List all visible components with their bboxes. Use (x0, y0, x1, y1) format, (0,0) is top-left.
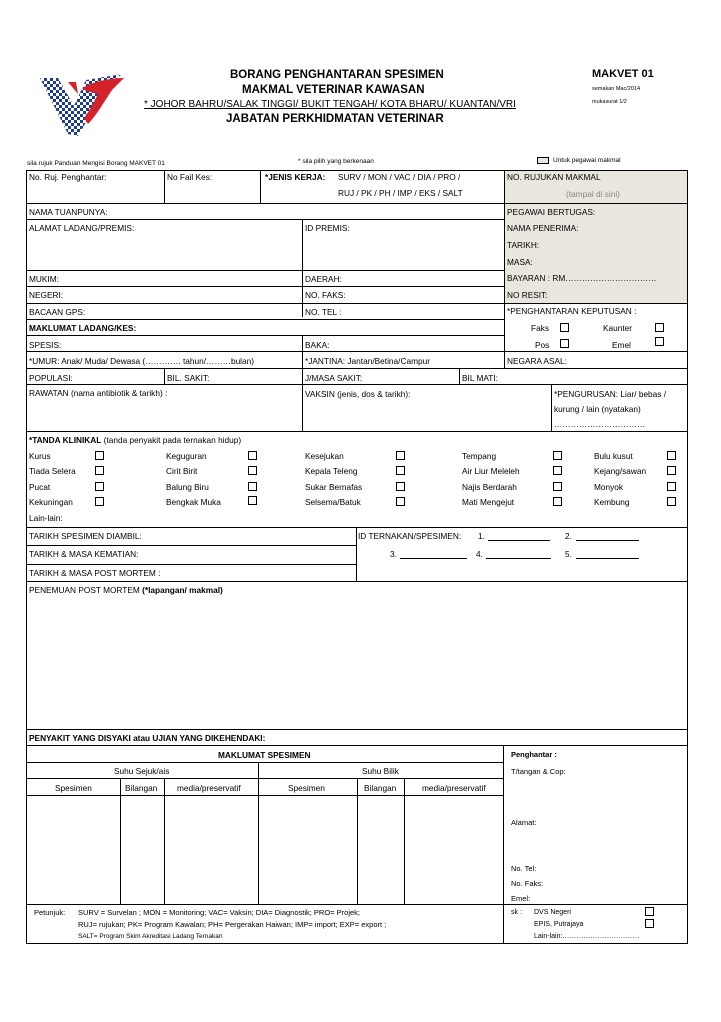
page-number: mukasurat 1/2 (592, 99, 627, 105)
cc-dvs-checkbox[interactable] (645, 907, 654, 916)
delivery-fax-label: Faks (531, 323, 549, 333)
address-field[interactable]: ALAMAT LADANG/PREMIS: (29, 223, 135, 233)
divider (164, 778, 165, 904)
form-border-right (687, 170, 688, 944)
work-type-options-2[interactable]: RUJ / PK / PH / IMP / EKS / SALT (338, 188, 463, 198)
animal-id-1-label: 1. (478, 531, 485, 541)
species-field[interactable]: SPESIS: (29, 340, 62, 350)
sign-label: Cirit Birit (166, 466, 198, 476)
gps-field[interactable]: BACAAN GPS: (29, 307, 86, 317)
sign-checkbox[interactable] (95, 466, 104, 475)
cc-others-field[interactable]: Lain-lain:…………………………… (534, 933, 640, 940)
column-header: Bilangan (364, 783, 397, 793)
divider (26, 270, 504, 271)
sender-title: Penghantar : (511, 750, 557, 759)
population-field[interactable]: POPULASI: (29, 373, 73, 383)
department-title: JABATAN PERKHIDMATAN VETERINAR (226, 113, 444, 125)
divider (551, 384, 552, 431)
lab-ref-field: NO. RUJUKAN MAKMAL (507, 172, 601, 182)
divider (260, 170, 261, 203)
animal-id-1-input[interactable] (488, 540, 550, 541)
divider (26, 762, 503, 763)
age-field[interactable]: *UMUR: Anak/ Muda/ Dewasa (…………. tahun/………bulan) (29, 356, 255, 366)
delivery-email-checkbox[interactable] (655, 337, 664, 346)
cc-label: sk : (511, 909, 522, 916)
lab-only-note: Untuk pegawai makmal (553, 157, 621, 164)
sign-checkbox[interactable] (248, 451, 257, 460)
receiver-field: NAMA PENERIMA: (507, 223, 579, 233)
divider (164, 368, 165, 384)
sender-email-field[interactable]: Emel: (511, 894, 531, 903)
divider (459, 368, 460, 384)
cc-epis-label: EPIS, Putrajaya (534, 921, 584, 928)
revision-note: semakan Mac/2014 (592, 86, 640, 92)
animal-id-2-label: 2. (565, 531, 572, 541)
divider (26, 795, 503, 796)
sign-checkbox[interactable] (396, 497, 405, 506)
suspected-disease-field[interactable] (29, 733, 265, 743)
lab-title: MAKMAL VETERINAR KAWASAN (242, 84, 425, 96)
divider (503, 745, 504, 943)
divider (26, 335, 504, 336)
sign-checkbox[interactable] (553, 451, 562, 460)
sign-checkbox[interactable] (95, 482, 104, 491)
form-border-bottom (26, 943, 688, 944)
cold-storage-header: Suhu Sejuk/ais (114, 766, 170, 776)
sign-label: Selsema/Batuk (305, 497, 361, 507)
mukim-field[interactable]: MUKIM: (29, 274, 59, 284)
other-signs-field[interactable]: Lain-lain: (29, 513, 63, 523)
divider (164, 170, 165, 203)
guide-note: sila rujuk Panduan Mengisi Borang MAKVET 01 (27, 160, 165, 167)
divider (302, 335, 303, 351)
sign-checkbox[interactable] (248, 496, 257, 505)
delivery-label: *PENGHANTARAN KEPUTUSAN : (507, 306, 637, 316)
postmortem-findings-note: (*lapangan/ makmal) (142, 585, 223, 595)
lab-locations: * JOHOR BAHRU/SALAK TINGGI/ BUKIT TENGAH/ KOTA BHARU/ KUANTAN/VRI (144, 99, 516, 110)
specimen-table-title: MAKLUMAT SPESIMEN (218, 750, 311, 760)
sign-checkbox[interactable] (248, 466, 257, 475)
animal-id-4-label: 4. (476, 549, 483, 559)
sex-field[interactable]: *JANTINA: Jantan/Betina/Campur (305, 356, 430, 366)
management-field[interactable]: *PENGURUSAN: Liar/ bebas / (554, 389, 667, 399)
farm-section-title: MAKLUMAT LADANG/KES: (29, 323, 137, 333)
animal-id-label: ID TERNAKAN/SPESIMEN: (358, 531, 462, 541)
sick-period-field[interactable]: J/MASA SAKIT: (305, 373, 363, 383)
animal-id-5-input[interactable] (576, 558, 639, 559)
sender-signature-field[interactable]: T/tangan & Cop: (511, 767, 566, 776)
sender-ref-field[interactable]: No. Ruj. Penghantar: (29, 172, 107, 182)
divider (26, 729, 688, 730)
divider (357, 778, 358, 904)
column-header: media/preservatif (422, 783, 486, 793)
animal-id-4-input[interactable] (486, 558, 551, 559)
form-border-top (26, 170, 688, 171)
sign-label: Bengkak Muka (166, 497, 221, 507)
divider (26, 527, 688, 528)
sign-checkbox[interactable] (553, 497, 562, 506)
sign-label: Pucat (29, 482, 51, 492)
sign-checkbox[interactable] (667, 451, 676, 460)
postmortem-date-field[interactable]: TARIKH & MASA POST MORTEM : (29, 568, 161, 578)
sign-label: Monyok (594, 482, 624, 492)
legend-line-1: SURV = Survelan ; MON = Monitoring; VAC= Vaksin; DIA= Diagnostik; PRO= Projek; (78, 908, 360, 917)
collection-date-field[interactable]: TARIKH SPESIMEN DIAMBIL: (29, 531, 142, 541)
fax-field[interactable]: NO. FAKS: (305, 290, 346, 300)
vaccine-field[interactable]: VAKSIN (jenis, dos & tarikh): (305, 389, 411, 399)
divider (26, 303, 688, 304)
divider (26, 564, 356, 565)
sender-address-field[interactable]: Alamat: (511, 818, 537, 827)
divider (26, 904, 688, 905)
divider (26, 351, 688, 352)
delivery-counter-checkbox[interactable] (655, 323, 664, 332)
sign-label: Tiada Selera (29, 466, 76, 476)
requested-test-label: atau UJIAN YANG DIKEHENDAKI: (133, 733, 266, 743)
payment-field: BAYARAN : RM…………………………… (507, 273, 657, 283)
divider (26, 745, 688, 746)
sign-checkbox[interactable] (667, 482, 676, 491)
sign-label: Mati Mengejut (462, 497, 515, 507)
legend-line-2: RUJ= rujukan; PK= Program Kawalan; PH= Pergerakan Haiwan; IMP= import; EXP= export ; (78, 920, 387, 929)
sign-label: Sukar Bernafas (305, 482, 363, 492)
postmortem-findings-field[interactable] (29, 585, 223, 595)
owner-name-field[interactable]: NAMA TUANPUNYA: (29, 207, 108, 217)
sign-label: Kejang/sawan (594, 466, 647, 476)
divider (26, 286, 504, 287)
sign-checkbox[interactable] (95, 497, 104, 506)
dead-count-field[interactable]: BIL MATI: (462, 373, 498, 383)
veterinary-logo (38, 72, 128, 138)
legend-line-3: SALT= Program Skim Akreditasi Ladang Ternakan (78, 933, 223, 940)
work-type-options-1[interactable]: SURV / MON / VAC / DIA / PRO / (338, 172, 461, 182)
divider (504, 170, 505, 351)
divider (302, 368, 303, 431)
form-code: MAKVET 01 (592, 68, 654, 80)
divider (504, 351, 505, 368)
treatment-field[interactable]: RAWATAN (nama antibiotik & tarikh) : (29, 388, 168, 398)
divider (26, 319, 504, 320)
column-header: Bilangan (125, 783, 158, 793)
state-field[interactable]: NEGERI: (29, 290, 64, 300)
suspected-disease-label: PENYAKIT YANG DISYAKI (29, 733, 131, 743)
sign-checkbox[interactable] (553, 466, 562, 475)
animal-id-3-input[interactable] (400, 558, 467, 559)
legend-label: Petunjuk: (34, 908, 66, 917)
cc-epis-checkbox[interactable] (645, 919, 654, 928)
divider (356, 527, 357, 581)
sign-label: Tempang (462, 451, 497, 461)
officer-field: PEGAWAI BERTUGAS: (507, 207, 596, 217)
case-file-field[interactable]: No Fail Kes: (167, 172, 213, 182)
divider (26, 368, 688, 369)
divider (302, 351, 303, 368)
breed-field[interactable]: BAKA: (305, 340, 330, 350)
animal-id-3-label: 3. (390, 549, 397, 559)
sign-checkbox[interactable] (396, 451, 405, 460)
sign-checkbox[interactable] (667, 497, 676, 506)
clinical-signs-title (29, 435, 241, 445)
delivery-fax-checkbox[interactable] (560, 323, 569, 332)
district-field[interactable]: DAERAH: (305, 274, 342, 284)
divider (26, 778, 503, 779)
management-field-2: kurung / lain (nyatakan) (554, 404, 641, 414)
premise-id-field[interactable]: ID PREMIS: (305, 223, 350, 233)
divider (26, 219, 504, 220)
sign-label: Balung Biru (166, 482, 209, 492)
cc-dvs-label: DVS Negeri (534, 909, 571, 916)
divider (26, 581, 688, 582)
delivery-post-checkbox[interactable] (560, 339, 569, 348)
work-type-label: *JENIS KERJA: (265, 172, 326, 182)
sign-label: Kurus (29, 451, 51, 461)
sign-label: Najis Berdarah (462, 482, 517, 492)
clinical-signs-note: (tanda penyakit pada ternakan hidup) (103, 435, 242, 445)
sign-label: Kekuningan (29, 497, 73, 507)
lab-use-area (504, 203, 687, 303)
sign-checkbox[interactable] (553, 482, 562, 491)
sign-checkbox[interactable] (396, 466, 405, 475)
origin-field[interactable]: NEGARA ASAL: (507, 356, 567, 366)
divider (26, 545, 356, 546)
sender-tel-field[interactable]: No. Tel: (511, 864, 537, 873)
stamp-note: (tampal di sini) (566, 189, 620, 199)
sign-label: Keguguran (166, 451, 207, 461)
divider (26, 384, 688, 385)
sign-checkbox[interactable] (248, 482, 257, 491)
sign-checkbox[interactable] (667, 466, 676, 475)
delivery-counter-label: Kaunter (603, 323, 633, 333)
postmortem-findings-label: PENEMUAN POST MORTEM (29, 585, 140, 595)
tel-field[interactable]: NO. TEL : (305, 307, 342, 317)
lab-date-field: TARIKH: (507, 240, 540, 250)
sign-label: Air Liur Meleleh (462, 466, 520, 476)
sign-label: Kepala Teleng (305, 466, 358, 476)
animal-id-2-input[interactable] (576, 540, 639, 541)
divider (258, 762, 259, 904)
sign-checkbox[interactable] (95, 451, 104, 460)
divider (404, 778, 405, 904)
sign-label: Bulu kusut (594, 451, 633, 461)
shade-legend-swatch (537, 157, 549, 164)
column-header: Spesimen (288, 783, 325, 793)
room-temp-header: Suhu Bilik (362, 766, 399, 776)
sign-label: Kembung (594, 497, 630, 507)
delivery-email-label: Emel (612, 340, 631, 350)
sender-fax-field[interactable]: No. Faks: (511, 879, 544, 888)
delivery-post-label: Pos (535, 340, 550, 350)
column-header: media/preservatif (177, 783, 241, 793)
clinical-signs-label: *TANDA KLINIKAL (29, 435, 102, 445)
divider (26, 431, 688, 432)
sick-count-field[interactable]: BIL. SAKIT: (167, 373, 210, 383)
sign-checkbox[interactable] (396, 482, 405, 491)
receipt-field: NO RESIT: (507, 290, 548, 300)
divider (26, 203, 688, 204)
management-field-3: …………………………… (554, 419, 646, 429)
death-date-field[interactable]: TARIKH & MASA KEMATIAN: (29, 549, 139, 559)
choose-note: * sila pilih yang berkenaan (298, 158, 374, 165)
lab-time-field: MASA: (507, 257, 533, 267)
divider (120, 778, 121, 904)
column-header: Spesimen (55, 783, 92, 793)
animal-id-5-label: 5. (565, 549, 572, 559)
form-title: BORANG PENGHANTARAN SPESIMEN (230, 69, 444, 81)
sign-label: Kesejukan (305, 451, 344, 461)
